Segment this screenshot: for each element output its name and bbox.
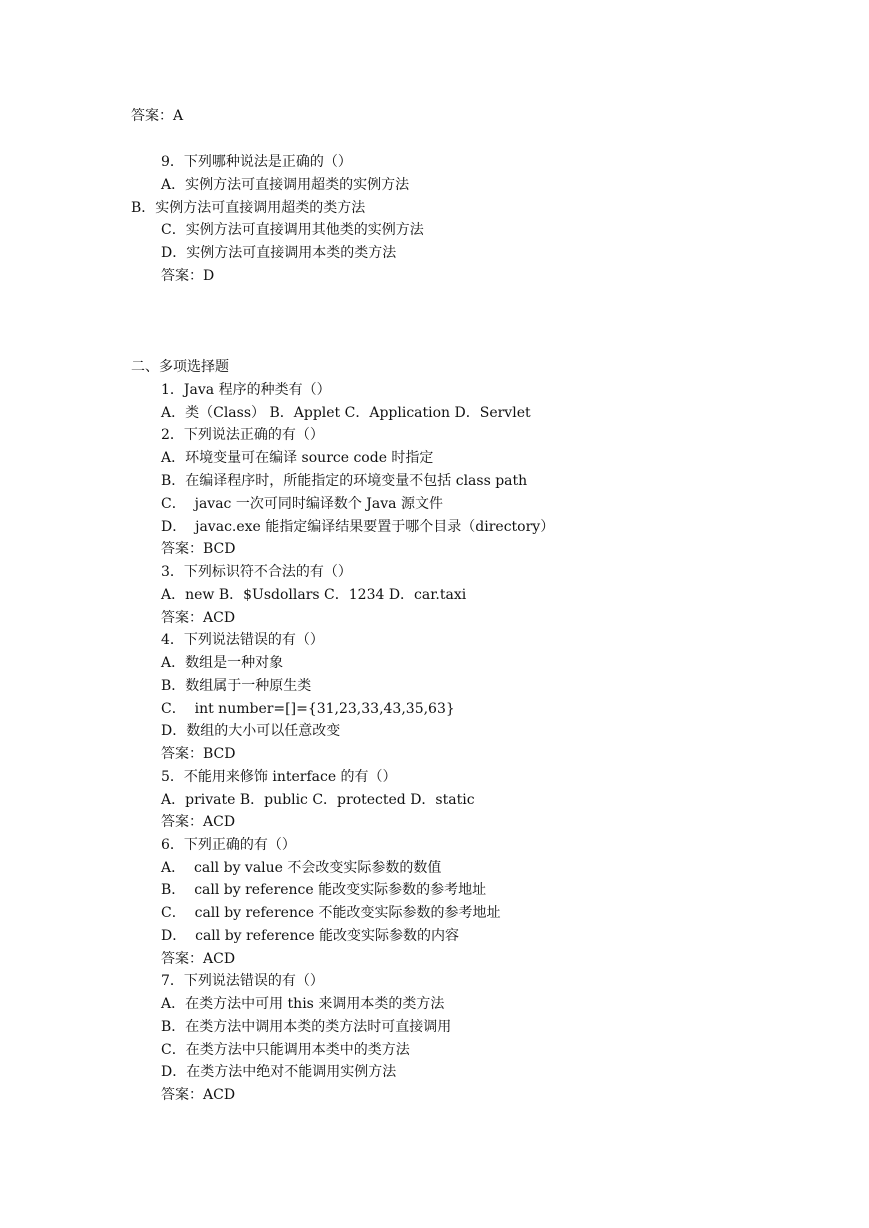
section-title: 二、多项选择题 (131, 359, 229, 375)
m3-options: A．new B．$Usdollars C．1234 D．car.taxi (161, 587, 467, 603)
m1-options: A．类（Class） B．Applet C．Application D．Servlet (161, 405, 531, 421)
m6-option-d: D． call by reference 能改变实际参数的内容 (161, 928, 460, 944)
m2-option-d: D． javac.exe 能指定编译结果要置于哪个目录（directory） (161, 519, 555, 535)
m3-answer: 答案：ACD (161, 610, 236, 626)
m7-option-c: C．在类方法中只能调用本类中的类方法 (161, 1042, 410, 1058)
q9-option-b: B．实例方法可直接调用超类的类方法 (131, 200, 366, 216)
m4-option-c: C． int number=[]={31,23,33,43,35,63} (161, 701, 455, 717)
m2-question: 2．下列说法正确的有（） (161, 427, 324, 443)
m5-options: A．private B．public C．protected D．static (161, 792, 475, 808)
m4-option-d: D．数组的大小可以任意改变 (161, 723, 341, 739)
m5-answer: 答案：ACD (161, 814, 236, 830)
m3-question: 3．下列标识符不合法的有（） (161, 564, 352, 580)
q9-option-a: A．实例方法可直接调用超类的实例方法 (161, 177, 410, 193)
m4-answer: 答案：BCD (161, 746, 236, 762)
previous-answer: 答案：A (131, 108, 184, 124)
q9-option-c: C．实例方法可直接调用其他类的实例方法 (161, 222, 424, 238)
m7-question: 7．下列说法错误的有（） (161, 973, 324, 989)
m7-option-d: D．在类方法中绝对不能调用实例方法 (161, 1064, 397, 1080)
m7-answer: 答案：ACD (161, 1087, 236, 1103)
m7-option-a: A．在类方法中可用 this 来调用本类的类方法 (161, 996, 445, 1012)
m1-question: 1．Java 程序的种类有（） (161, 382, 331, 398)
q9-question: 9．下列哪种说法是正确的（） (161, 154, 352, 170)
m6-option-c: C． call by reference 不能改变实际参数的参考地址 (161, 905, 501, 921)
m4-question: 4．下列说法错误的有（） (161, 632, 324, 648)
m6-option-a: A． call by value 不会改变实际参数的数值 (161, 860, 442, 876)
m4-option-b: B．数组属于一种原生类 (161, 678, 312, 694)
m6-answer: 答案：ACD (161, 951, 236, 967)
m6-option-b: B． call by reference 能改变实际参数的参考地址 (161, 882, 487, 898)
m2-option-b: B．在编译程序时，所能指定的环境变量不包括 class path (161, 473, 528, 489)
m6-question: 6．下列正确的有（） (161, 837, 296, 853)
q9-answer: 答案：D (161, 268, 215, 284)
m2-option-c: C． javac 一次可同时编译数个 Java 源文件 (161, 496, 443, 512)
m2-option-a: A．环境变量可在编译 source code 时指定 (161, 450, 434, 466)
m5-question: 5．不能用来修饰 interface 的有（） (161, 769, 397, 785)
m7-option-b: B．在类方法中调用本类的类方法时可直接调用 (161, 1019, 452, 1035)
q9-option-d: D．实例方法可直接调用本类的类方法 (161, 245, 397, 261)
m2-answer: 答案：BCD (161, 541, 236, 557)
m4-option-a: A．数组是一种对象 (161, 655, 284, 671)
